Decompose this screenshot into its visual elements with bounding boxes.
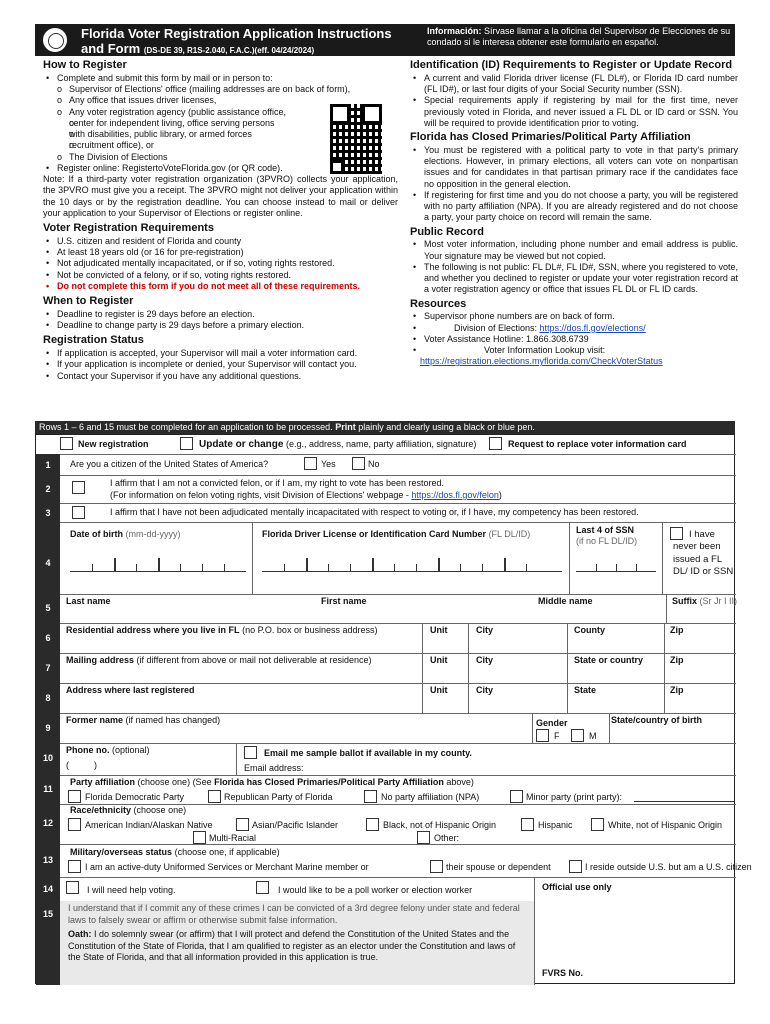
state-label: State xyxy=(574,685,597,695)
row-number: 5 xyxy=(36,594,60,623)
list-item: • The following is not public: FL DL#, FL ID#, SSN, where you registered to vote, and whether you declined to register or update your voter registration record at a voter registration agency or office that issues FL DL or FL ID cards. xyxy=(410,262,738,296)
dl-label: Florida Driver License or Identification Card Number (FL DL/ID) xyxy=(262,529,531,539)
list-item-cont: o with disabilities, public library, or armed forces xyxy=(55,129,355,140)
party-dem-label: Florida Democratic Party xyxy=(85,792,185,802)
list-item: • Deadline to change party is 29 days before a primary election. xyxy=(43,320,398,331)
lookup-link[interactable]: https://registration.elections.myflorida.com/CheckVoterStatus xyxy=(420,356,663,367)
last-registered-label: Address where last registered xyxy=(66,685,195,695)
row-number: 3 xyxy=(36,503,60,522)
ssn-hint: (if no FL DL/ID) xyxy=(576,536,638,546)
list-item: • If your application is incomplete or denied, your Supervisor will contact you. xyxy=(43,359,398,370)
requirements-warning: • Do not complete this form if you do not meet all of these requirements. xyxy=(43,281,398,292)
replace-card-label: Request to replace voter information card xyxy=(508,439,687,449)
row-number: 4 xyxy=(36,522,60,594)
phone-area-open: ( xyxy=(66,760,69,770)
residential-address-label: Residential address where you live in FL (no P.O. box or business address) xyxy=(66,625,378,635)
race-hispanic-checkbox[interactable] xyxy=(521,818,534,831)
city-label: City xyxy=(476,685,494,695)
mental-affirm-text: I affirm that I have not been adjudicated mentally incapacitated with respect to voting or, if I have, my competency has been restored. xyxy=(110,507,639,517)
public-record-heading: Public Record xyxy=(410,225,484,238)
race-black-checkbox[interactable] xyxy=(366,818,379,831)
row-number: 15 xyxy=(36,901,60,985)
status-heading: Registration Status xyxy=(43,334,144,347)
citizen-no-checkbox[interactable] xyxy=(352,457,365,470)
unit-label: Unit xyxy=(430,655,448,665)
state-country-label: State or country xyxy=(574,655,644,665)
how-to-register-heading: How to Register xyxy=(43,59,127,71)
status-list xyxy=(43,348,398,382)
note-3pvro: Note: If a third-party voter registration organization (3PVRO) collects your application, the 3PVRO must give you a receipt. The 3PVRO might not deliver your application within the 10 days or by the registration deadline. You can choose instead to mail or deliver your application to your Supervisor of Elections or register online. xyxy=(43,174,398,218)
row-number: 9 xyxy=(36,713,60,743)
right-column xyxy=(410,57,738,368)
gender-m-checkbox[interactable] xyxy=(571,729,584,742)
race-other-checkbox[interactable] xyxy=(417,831,430,844)
row-number: 2 xyxy=(36,475,60,503)
zip-label: Zip xyxy=(670,655,684,665)
list-item: • Voter Information Lookup visit: xyxy=(410,345,738,356)
race-hispanic-label: Hispanic xyxy=(538,820,573,830)
resources-list xyxy=(410,311,738,356)
oath-text: Oath: I do solemnly swear (or affirm) that I will protect and defend the Constitution of the United States and the Constitution of the State of Florida, that I am qualified to register as an elector under the Constitution and laws of the State of Florida, and that all information provided in this application is true. xyxy=(68,929,516,963)
when-heading: When to Register xyxy=(43,295,134,307)
requirements-heading: Voter Registration Requirements xyxy=(43,222,214,234)
mental-affirm-checkbox[interactable] xyxy=(72,506,85,519)
application-form xyxy=(35,434,752,984)
lookup-link-row xyxy=(410,356,738,367)
need-help-checkbox[interactable] xyxy=(66,881,79,894)
mailing-address-label: Mailing address (if different from above or mail not deliverable at residence) xyxy=(66,655,372,665)
email-ballot-label: Email me sample ballot if available in my county. xyxy=(264,748,472,758)
requirements-list xyxy=(43,236,398,292)
minor-party-field[interactable] xyxy=(634,801,734,802)
party-dem-checkbox[interactable] xyxy=(68,790,81,803)
overseas-citizen-label: I reside outside U.S. but am a U.S. citizen xyxy=(585,862,752,872)
list-item: o Any voter registration agency (public assistance office, xyxy=(43,107,343,118)
no-id-label: I have never been issued a FL DL/ ID or SSN. xyxy=(673,529,736,578)
race-black-label: Black, not of Hispanic Origin xyxy=(383,820,497,830)
email-ballot-checkbox[interactable] xyxy=(244,746,257,759)
birth-place-label: State/country of birth xyxy=(611,715,703,725)
phone-label: Phone no. (optional) xyxy=(66,745,150,755)
list-item: • Not adjudicated mentally incapacitated, or if so, voting rights restored. xyxy=(43,258,398,269)
gender-f-checkbox[interactable] xyxy=(536,729,549,742)
party-rep-label: Republican Party of Florida xyxy=(224,792,333,802)
public-record-list xyxy=(410,239,738,295)
oath-section xyxy=(60,901,534,985)
new-registration-checkbox[interactable] xyxy=(60,437,73,450)
list-item: • You must be registered with a political party to vote in that party's primary elections. However, in primary elections, all voters can vote on nonpartisan issues and for candidates in that partisan primary race if the candidates face no opposition in the general election. xyxy=(410,145,738,190)
party-minor-checkbox[interactable] xyxy=(510,790,523,803)
gender-f-label: F xyxy=(554,731,560,741)
ssn-label: Last 4 of SSN xyxy=(576,525,635,535)
form-code: (DS-DE 39, R1S-2.040, F.A.C.)(eff. 04/24/2024) xyxy=(143,46,315,55)
felon-info-text: (For information on felon voting rights, visit Division of Elections' webpage - https://dos.fl.gov/felon) xyxy=(110,490,502,500)
race-label: Race/ethnicity (choose one) xyxy=(70,805,187,815)
need-help-label: I will need help voting. xyxy=(87,885,176,895)
zip-label: Zip xyxy=(670,625,684,635)
qr-code-icon[interactable] xyxy=(330,104,382,174)
city-label: City xyxy=(476,625,494,635)
military-member-label: I am an active-duty Uniformed Services or Merchant Marine member or xyxy=(85,862,369,872)
overseas-citizen-checkbox[interactable] xyxy=(569,860,582,873)
spanish-info: Información: Sírvase llamar a la oficina del Supervisor de Elecciones de su condado si le interesa obtener este formulario en español. xyxy=(427,26,731,48)
form-header xyxy=(35,24,735,56)
race-aian-label: American Indian/Alaskan Native xyxy=(85,820,213,830)
party-label: Party affiliation (choose one) (See Florida has Closed Primaries/Political Party Affiliation above) xyxy=(70,777,474,787)
last-name-label: Last name xyxy=(66,596,111,606)
citizen-question: Are you a citizen of the United States of America? xyxy=(70,459,269,469)
id-list xyxy=(410,73,738,129)
row-number: 6 xyxy=(36,623,60,653)
poll-worker-label: I would like to be a poll worker or election worker xyxy=(278,885,473,895)
list-item: • Deadline to register is 29 days before an election. xyxy=(43,309,398,320)
form-title-line2: and Form (DS-DE 39, R1S-2.040, F.A.C.)(eff. 04/24/2024) xyxy=(81,41,315,56)
list-item: • Voter Assistance Hotline: 1.866.308.6739 xyxy=(410,334,738,345)
party-list xyxy=(410,145,738,224)
list-item: o Any office that issues driver licenses, xyxy=(43,95,398,106)
list-item: o The Division of Elections xyxy=(43,152,398,163)
update-change-checkbox[interactable] xyxy=(180,437,193,450)
gender-m-label: M xyxy=(589,731,597,741)
felon-link[interactable]: https://dos.fl.gov/felon xyxy=(411,490,499,500)
dob-label: Date of birth (mm-dd-yyyy) xyxy=(70,529,181,539)
replace-card-checkbox[interactable] xyxy=(489,437,502,450)
first-name-label: First name xyxy=(321,596,367,606)
middle-name-label: Middle name xyxy=(538,596,593,606)
felon-affirm-text: I affirm that I am not a convicted felon, or if I am, my right to vote has been restored. xyxy=(110,478,444,488)
unit-label: Unit xyxy=(430,625,448,635)
list-item: • Register online: RegistertoVoteFlorida.gov (or QR code). xyxy=(43,163,398,174)
row-number: 13 xyxy=(36,844,60,877)
county-label: County xyxy=(574,625,605,635)
citizen-yes-label: Yes xyxy=(321,459,336,469)
military-label: Military/overseas status (choose one, if applicable) xyxy=(70,847,280,857)
list-item: • Not be convicted of a felony, or if so, voting rights restored. xyxy=(43,270,398,281)
party-minor-label: Minor party (print party): xyxy=(526,792,623,802)
list-item-cont: o recruitment office), or xyxy=(55,140,355,151)
form-title: Florida Voter Registration Application Instructions xyxy=(81,26,392,41)
zip-label: Zip xyxy=(670,685,684,695)
list-item: o Supervisor of Elections' office (mailing addresses are on back of form), xyxy=(43,84,398,95)
doe-link[interactable]: https://dos.fl.gov/elections/ xyxy=(539,322,646,333)
list-item: • Contact your Supervisor if you have any additional questions. xyxy=(43,371,398,382)
row-number: 8 xyxy=(36,683,60,713)
row-number: 1 xyxy=(36,454,60,475)
list-item: • Special requirements apply if registering by mail for the first time, never previously voted in Florida, and never issued a FL DL or ID card or SSN. You will be required to provide identification prior to voting. xyxy=(410,95,738,129)
gender-label: Gender xyxy=(536,718,568,728)
race-other-label: Other: xyxy=(434,833,460,843)
felon-affirm-checkbox[interactable] xyxy=(72,481,85,494)
required-rows-bar: Rows 1 – 6 and 15 must be completed for an application to be processed. Print plainly and clearly using a black or blue pen. xyxy=(35,421,735,434)
list-item: • Supervisor phone numbers are on back of form. xyxy=(410,311,738,322)
party-heading: Florida has Closed Primaries/Political Party Affiliation xyxy=(410,131,691,143)
when-list xyxy=(43,309,398,332)
update-change-label: Update or change (e.g., address, name, party affiliation, signature) xyxy=(199,439,477,450)
race-multi-checkbox[interactable] xyxy=(193,831,206,844)
list-item: • If application is accepted, your Supervisor will mail a voter information card. xyxy=(43,348,398,359)
former-name-label: Former name (if named has changed) xyxy=(66,715,221,725)
list-item: • Most voter information, including phone number and email address is public. Your signature may be viewed but not copied. xyxy=(410,239,738,262)
row-number: 14 xyxy=(36,877,60,901)
poll-worker-checkbox[interactable] xyxy=(256,881,269,894)
florida-seal-icon xyxy=(41,26,69,54)
resources-heading: Resources xyxy=(410,297,467,310)
race-white-label: White, not of Hispanic Origin xyxy=(608,820,723,830)
list-item: • Division of Elections: https://dos.fl.gov/elections/ xyxy=(410,323,738,334)
id-heading: Identification (ID) Requirements to Register or Update Record xyxy=(410,59,733,71)
row-number: 7 xyxy=(36,653,60,683)
list-item: • Complete and submit this form by mail or in person to: xyxy=(43,73,398,84)
party-npa-label: No party affiliation (NPA) xyxy=(381,792,480,802)
unit-label: Unit xyxy=(430,685,448,695)
military-spouse-label: their spouse or dependent xyxy=(446,862,551,872)
list-item: • At least 18 years old (or 16 for pre-registration) xyxy=(43,247,398,258)
race-white-checkbox[interactable] xyxy=(591,818,604,831)
new-registration-label: New registration xyxy=(78,439,149,449)
military-spouse-checkbox[interactable] xyxy=(430,860,443,873)
city-label: City xyxy=(476,655,494,665)
race-aian-checkbox[interactable] xyxy=(68,818,81,831)
race-api-label: Asian/Pacific Islander xyxy=(252,820,339,830)
party-rep-checkbox[interactable] xyxy=(208,790,221,803)
race-api-checkbox[interactable] xyxy=(236,818,249,831)
fvrs-label: FVRS No. xyxy=(542,968,584,978)
citizen-yes-checkbox[interactable] xyxy=(304,457,317,470)
list-item: • U.S. citizen and resident of Florida and county xyxy=(43,236,398,247)
official-use-label: Official use only xyxy=(542,882,612,892)
party-npa-checkbox[interactable] xyxy=(364,790,377,803)
felony-warning: I understand that if I commit any of these crimes I can be convicted of a 3rd degree felony under state and federal laws to falsely swear or affirm or otherwise submit false information. xyxy=(68,903,520,925)
suffix-label: Suffix (Sr Jr I II) xyxy=(672,596,738,606)
race-multi-label: Multi-Racial xyxy=(209,833,257,843)
row-number: 12 xyxy=(36,804,60,844)
email-address-label: Email address: xyxy=(244,763,304,773)
phone-area-close: ) xyxy=(94,760,97,770)
citizen-no-label: No xyxy=(368,459,380,469)
row-number: 10 xyxy=(36,743,60,775)
military-member-checkbox[interactable] xyxy=(68,860,81,873)
list-item: • If registering for first time and you do not choose a party, you will be registered with no party affiliation (NPA). If you are already registered and do not choose a party, your party choice on record will remain the same. xyxy=(410,190,738,224)
list-item: • A current and valid Florida driver license (FL DL#), or Florida ID card number (FL ID#), or last four digits of your Social Security number (SSN). xyxy=(410,73,738,96)
list-item-cont: o center for independent living, office serving persons xyxy=(55,118,355,129)
row-number: 11 xyxy=(36,775,60,804)
